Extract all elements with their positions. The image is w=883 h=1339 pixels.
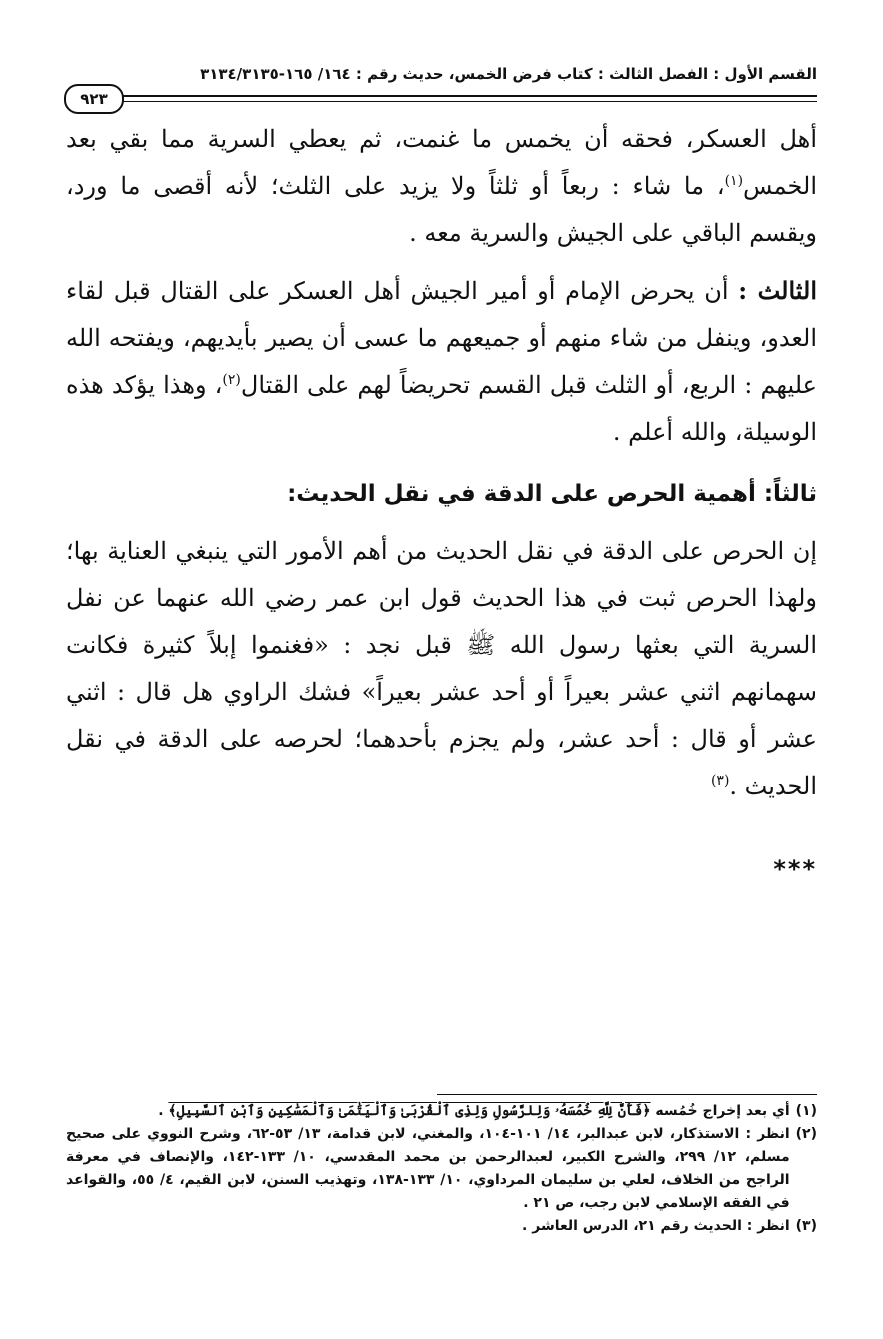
page-number: ٩٢٣ — [80, 90, 108, 108]
running-title: القسم الأول : الفصل الثالث : كتاب فرض الخمس، حديث رقم : ١٦٤/ ١٦٥-٣١٣٤/٣١٣٥ — [200, 65, 817, 83]
footnote-rule — [437, 1094, 817, 1095]
main-text — [66, 116, 817, 893]
footnote-ref-2: (٢) — [222, 372, 241, 388]
footnote-1 — [66, 1100, 817, 1123]
footnote-ref-3: (٣) — [710, 773, 730, 789]
paragraph-2 — [66, 267, 817, 456]
paragraph-3-text-a: إن الحرص على الدقة في نقل الحديث من أهم الأمور التي ينبغي العناية بها؛ ولهذا الحرص ثبت في هذا الحديث قول ابن عمر رضي الله عنهما عن نفل السرية التي بعثها رسول الله ﷺ قبل نجد : «فغنموا إبلاً كثيرة فكانت سهمانهم اثني عشر بعيراً أو أحد عشر بعيراً» فشك الراوي هل قال : اثني عشر أو قال : أحد عشر، ولم يجزم بأحدهما؛ لحرصه على الدقة في نقل الحديث . — [66, 537, 817, 800]
paragraph-2-label: الثالث : — [738, 276, 817, 305]
quran-verse: ﴿فَأَنَّ لِلَّهِ خُمُسَهُۥ وَلِلرَّسُولِ وَلِذِى ٱلْقُرْبَىٰ وَٱلْيَتَٰمَىٰ وَٱلْمَسَٰكِينِ وَٱبْنِ ٱلسَّبِيلِ﴾ — [168, 1103, 651, 1119]
footnote-text: انظر : الاستذكار، لابن عبدالبر، ١٤/ ١٠١-١٠٤، والمغني، لابن قدامة، ١٣/ ٥٣-٦٢، وشرح النووي على صحيح مسلم، ١٢/ ٢٩٩، والشرح الكبير، لعبدالرحمن بن محمد المقدسي، ١٠/ ١٣٣-١٤٢، والإنصاف في معرفة الراجح من الخلاف، لعلي بن سليمان المرداوي، ١٠/ ١٣٣-١٣٨، وتهذيب السنن، لابن القيم، ٤/ ٥٥، والقواعد في الفقه الإسلامي لابن رجب، ص ٢١ . — [66, 1126, 790, 1211]
footnote-3 — [66, 1215, 817, 1238]
running-header — [66, 62, 817, 86]
paragraph-2-text-a: أن يحرض الإمام أو أمير الجيش أهل العسكر على القتال قبل لقاء العدو، وينفل من شاء منهم أو جميعهم ما عسى أن يصير بأيديهم، ويفتحه الله عليهم : الربع، أو الثلث قبل القسم تحريضاً لهم على القتال — [66, 277, 817, 399]
footnote-2 — [66, 1123, 817, 1215]
footnote-ref-1: (١) — [724, 173, 744, 189]
footnote-number: (٢) — [795, 1126, 817, 1142]
paragraph-1-text-b: ، ما شاء : ربعاً أو ثلثاً ولا يزيد على الثلث؛ لأنه أقصى ما ورد، ويقسم الباقي على الجيش والسرية معه . — [66, 172, 817, 247]
section-separator: *** — [773, 855, 817, 883]
header-rule — [118, 95, 817, 102]
paragraph-1-text-a: أهل العسكر، فحقه أن يخمس ما غنمت، ثم يعطي السرية مما بقي بعد الخمس — [66, 125, 817, 200]
footnote-number: (٣) — [795, 1218, 817, 1234]
footnote-number: (١) — [795, 1103, 817, 1119]
paragraph-3 — [66, 528, 817, 810]
footnote-1-text-a: أي بعد إخراج خُمُسه — [650, 1103, 790, 1119]
page-number-badge — [64, 84, 124, 114]
paragraph-1 — [66, 116, 817, 257]
footnote-1-text-b: . — [158, 1103, 169, 1119]
footnote-text — [66, 1100, 790, 1123]
footnote-text: انظر : الحديث رقم ٢١، الدرس العاشر . — [522, 1218, 790, 1234]
footnotes — [66, 1100, 817, 1238]
section-heading: ثالثاً: أهمية الحرص على الدقة في نقل الحديث: — [287, 481, 817, 507]
paragraph-2-text-b: ، وهذا يؤكد هذه الوسيلة، والله أعلم . — [66, 371, 817, 446]
